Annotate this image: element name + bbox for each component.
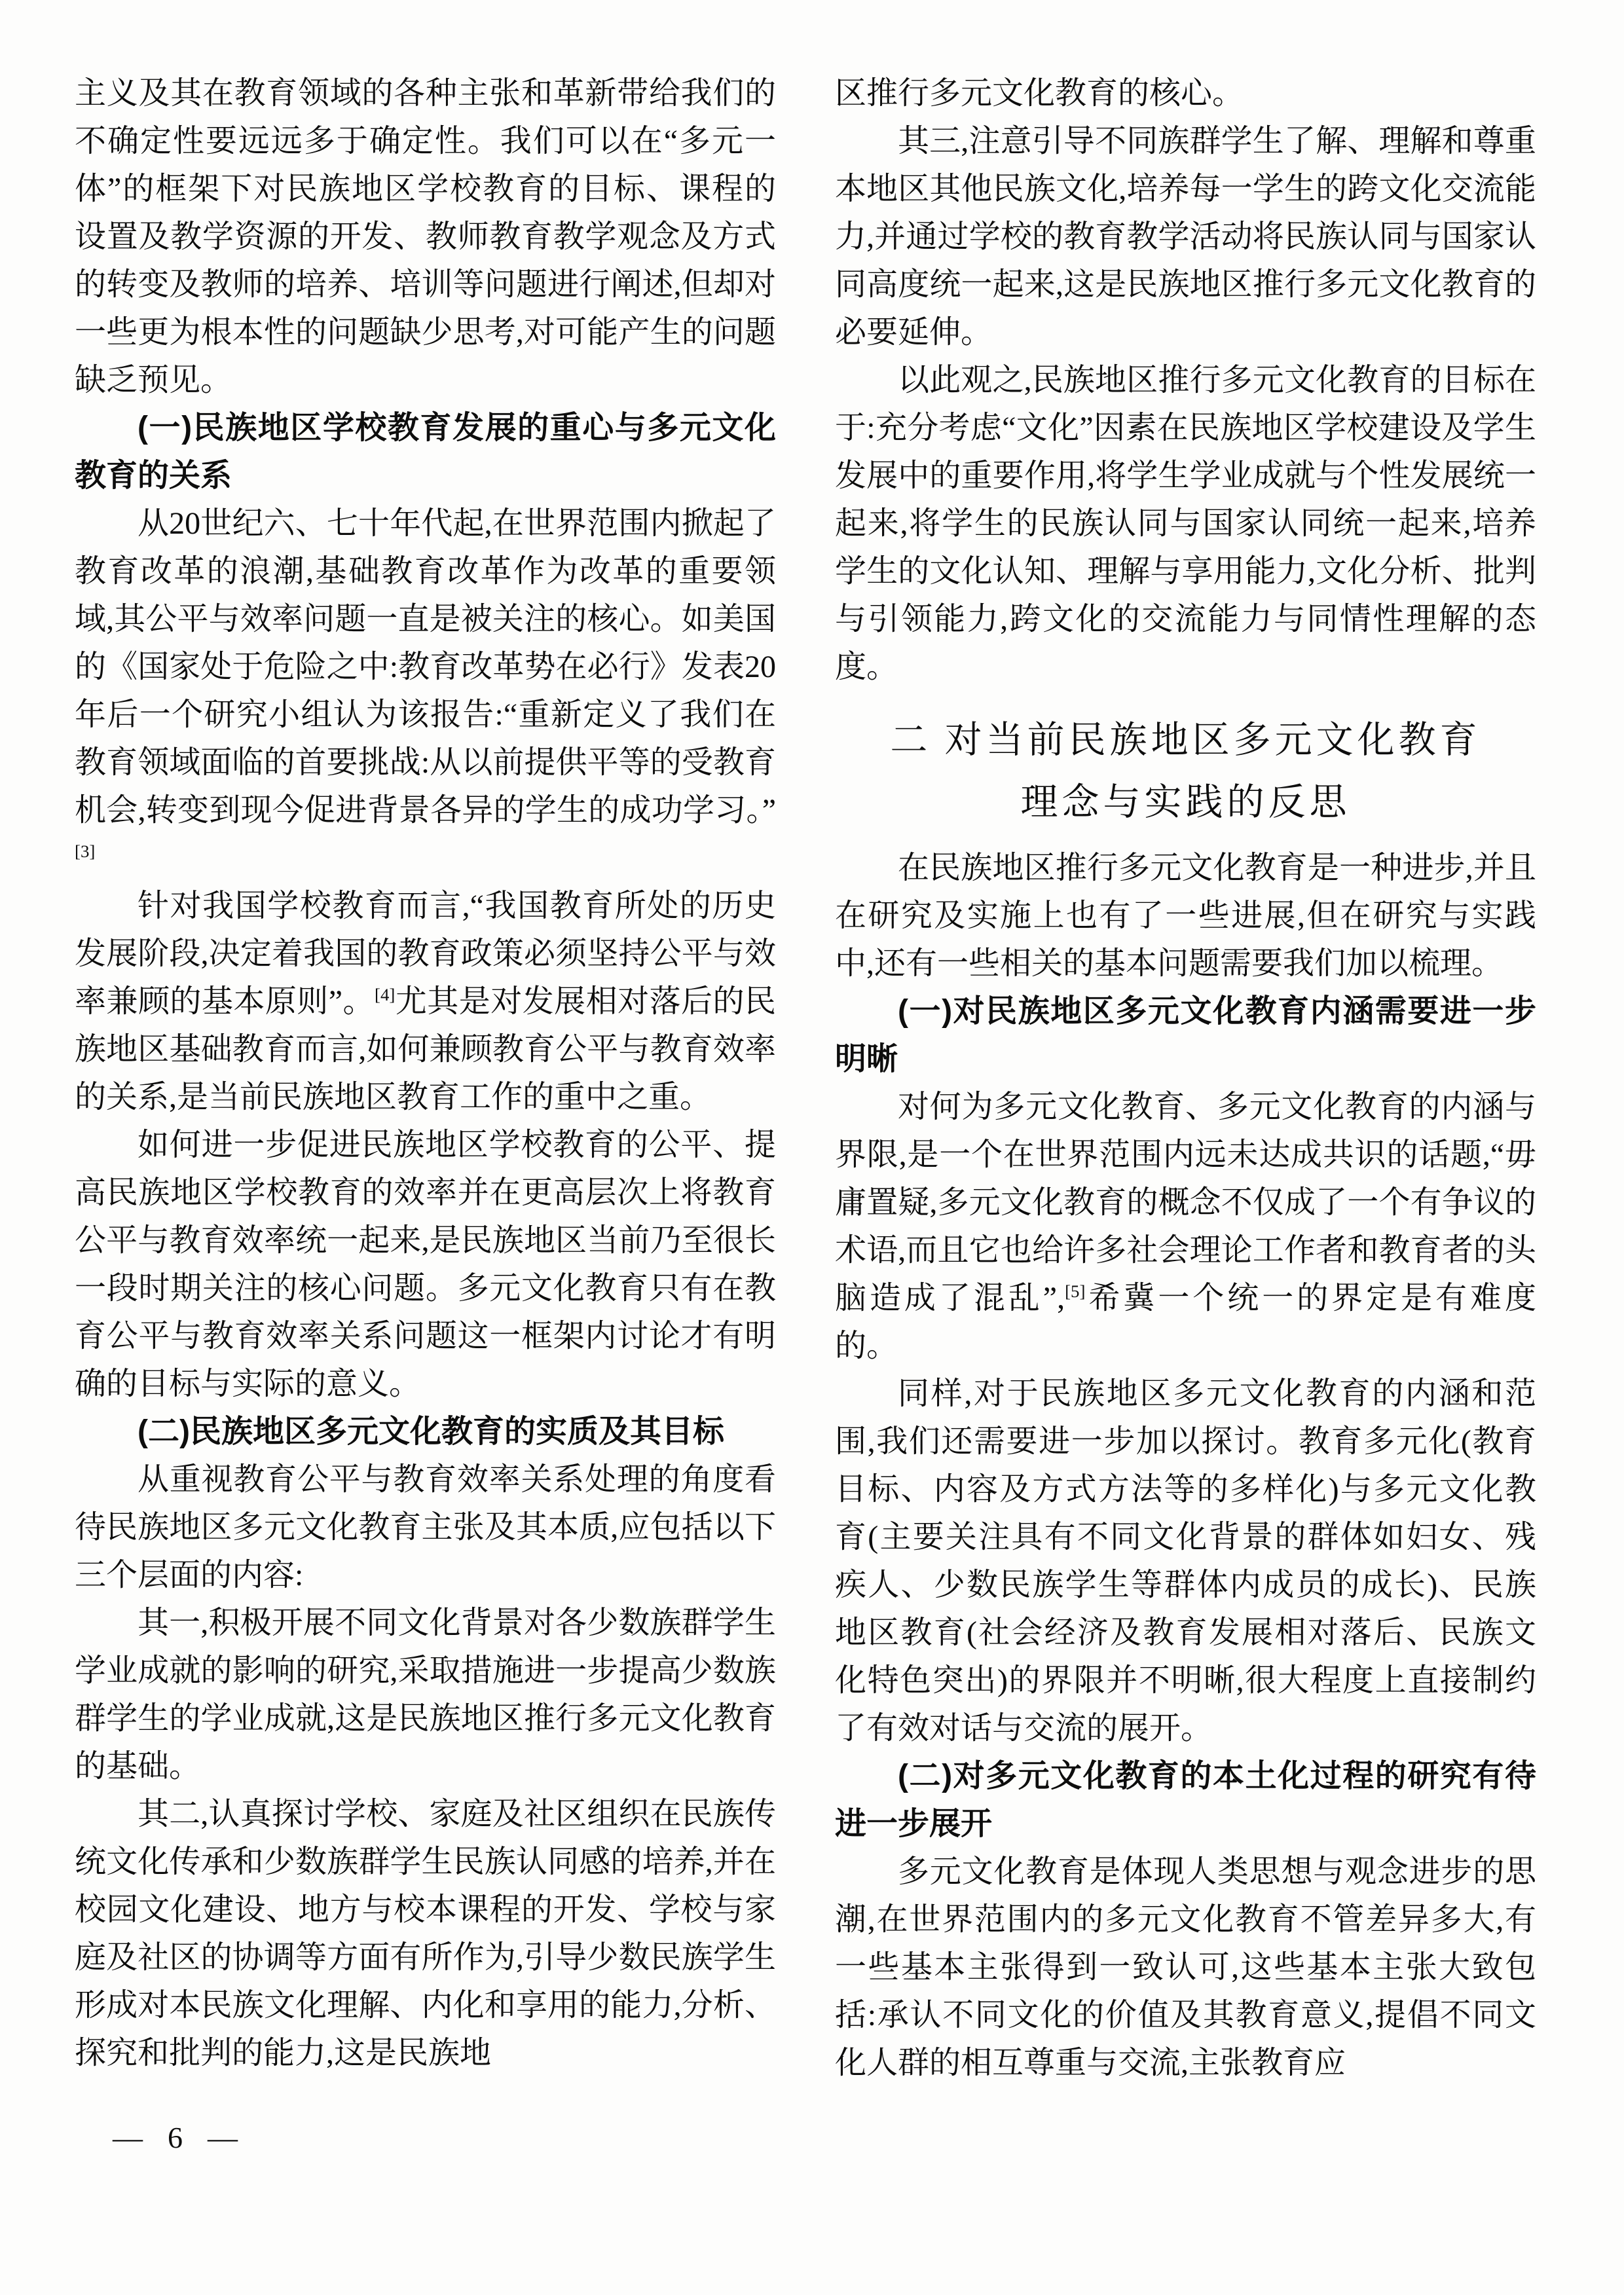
body-paragraph: 其二,认真探讨学校、家庭及社区组织在民族传统文化传承和少数族群学生民族认同感的培养,并在校园文化建设、地方与校本课程的开发、学校与家庭及社区的协调等方面有所作为,引导少数民族学生形成对本民族文化理解、内化和享用的能力,分析、探究和批判的能力,这是民族地 (75, 1797, 776, 2070)
citation-marker: [3] (75, 841, 96, 861)
body-paragraph: 在民族地区推行多元文化教育是一种进步,并且在研究及实施上也有了一些进展,但在研究与实践中,还有一些相关的基本问题需要我们加以梳理。 (835, 851, 1536, 981)
body-paragraph: 对何为多元文化教育、多元文化教育的内涵与界限,是一个在世界范围内远未达成共识的话题,“毋庸置疑,多元文化教育的概念不仅成了一个有争议的术语,而且它也给许多社会理论工作者和教育者的头脑造成了混乱”,[5]希冀一个统一的界定是有难度的。 (835, 1090, 1536, 1363)
subsection-heading: (一)对民族地区多元文化教育内涵需要进一步明晰 (835, 994, 1536, 1076)
page-footer (113, 2120, 238, 2155)
body-paragraph: 多元文化教育是体现人类思想与观念进步的思潮,在世界范围内的多元文化教育不管差异多大,有一些基本主张得到一致认可,这些基本主张大致包括:承认不同文化的价值及其教育意义,提倡不同文化人群的相互尊重与交流,主张教育应 (835, 1854, 1536, 2080)
body-paragraph: 其三,注意引导不同族群学生了解、理解和尊重本地区其他民族文化,培养每一学生的跨文化交流能力,并通过学校的教育教学活动将民族认同与国家认同高度统一起来,这是民族地区推行多元文化教育的必要延伸。 (835, 124, 1536, 350)
footer-dash-left: — (113, 2121, 143, 2154)
column-right (835, 69, 1536, 2087)
body-paragraph: 如何进一步促进民族地区学校教育的公平、提高民族地区学校教育的效率并在更高层次上将教育公平与教育效率统一起来,是民族地区当前乃至很长一段时期关注的核心问题。多元文化教育只有在教育公平与教育效率关系问题这一框架内讨论才有明确的目标与实际的意义。 (75, 1128, 776, 1401)
two-column-text-area (75, 69, 1536, 2087)
subsection-heading: (二)民族地区多元文化教育的实质及其目标 (138, 1414, 724, 1449)
footer-dash-right: — (208, 2121, 238, 2154)
section-heading: 二 对当前民族地区多元文化教育 理念与实践的反思 (890, 720, 1481, 823)
body-paragraph: 主义及其在教育领域的各种主张和革新带给我们的不确定性要远远多于确定性。我们可以在“多元一体”的框架下对民族地区学校教育的目标、课程的设置及教学资源的开发、教师教育教学观念及方式的转变及教师的培养、培训等问题进行阐述,但却对一些更为根本性的问题缺少思考,对可能产生的问题缺乏预见。 (75, 76, 776, 397)
body-paragraph: 从20世纪六、七十年代起,在世界范围内掀起了教育改革的浪潮,基础教育改革作为改革的重要领域,其公平与效率问题一直是被关注的核心。如美国的《国家处于危险之中:教育改革势在必行》发表20年后一个研究小组认为该报告:“重新定义了我们在教育领域面临的首要挑战:从以前提供平等的受教育机会,转变到现今促进背景各异的学生的成功学习。”[3] (75, 506, 776, 861)
subsection-heading: (一)民族地区学校教育发展的重心与多元文化教育的关系 (75, 411, 776, 493)
footer-page-number: 6 (168, 2121, 183, 2154)
body-paragraph: 区推行多元文化教育的核心。 (835, 76, 1244, 111)
column-left (75, 69, 776, 2087)
citation-marker: [5] (1065, 1281, 1086, 1301)
body-paragraph: 从重视教育公平与教育效率关系处理的角度看待民族地区多元文化教育主张及其本质,应包括以下三个层面的内容: (75, 1462, 776, 1592)
body-paragraph: 针对我国学校教育而言,“我国教育所处的历史发展阶段,决定着我国的教育政策必须坚持公平与效率兼顾的基本原则”。[4]尤其是对发展相对落后的民族地区基础教育而言,如何兼顾教育公平与教育效率的关系,是当前民族地区教育工作的重中之重。 (75, 889, 776, 1114)
body-paragraph: 同样,对于民族地区多元文化教育的内涵和范围,我们还需要进一步加以探讨。教育多元化(教育目标、内容及方式方法等的多样化)与多元文化教育(主要关注具有不同文化背景的群体如妇女、残疾人、少数民族学生等群体内成员的成长)、民族地区教育(社会经济及教育发展相对落后、民族文化特色突出)的界限并不明晰,很大程度上直接制约了有效对话与交流的展开。 (835, 1376, 1536, 1746)
body-paragraph: 其一,积极开展不同文化背景对各少数族群学生学业成就的影响的研究,采取措施进一步提高少数族群学生的学业成就,这是民族地区推行多元文化教育的基础。 (75, 1606, 776, 1784)
body-paragraph: 以此观之,民族地区推行多元文化教育的目标在于:充分考虑“文化”因素在民族地区学校建设及学生发展中的重要作用,将学生学业成就与个性发展统一起来,将学生的民族认同与国家认同统一起来,培养学生的文化认知、理解与享用能力,文化分析、批判与引领能力,跨文化的交流能力与同情性理解的态度。 (835, 363, 1536, 684)
subsection-heading: (二)对多元文化教育的本土化过程的研究有待进一步展开 (835, 1759, 1536, 1841)
citation-marker: [4] (375, 985, 396, 1004)
